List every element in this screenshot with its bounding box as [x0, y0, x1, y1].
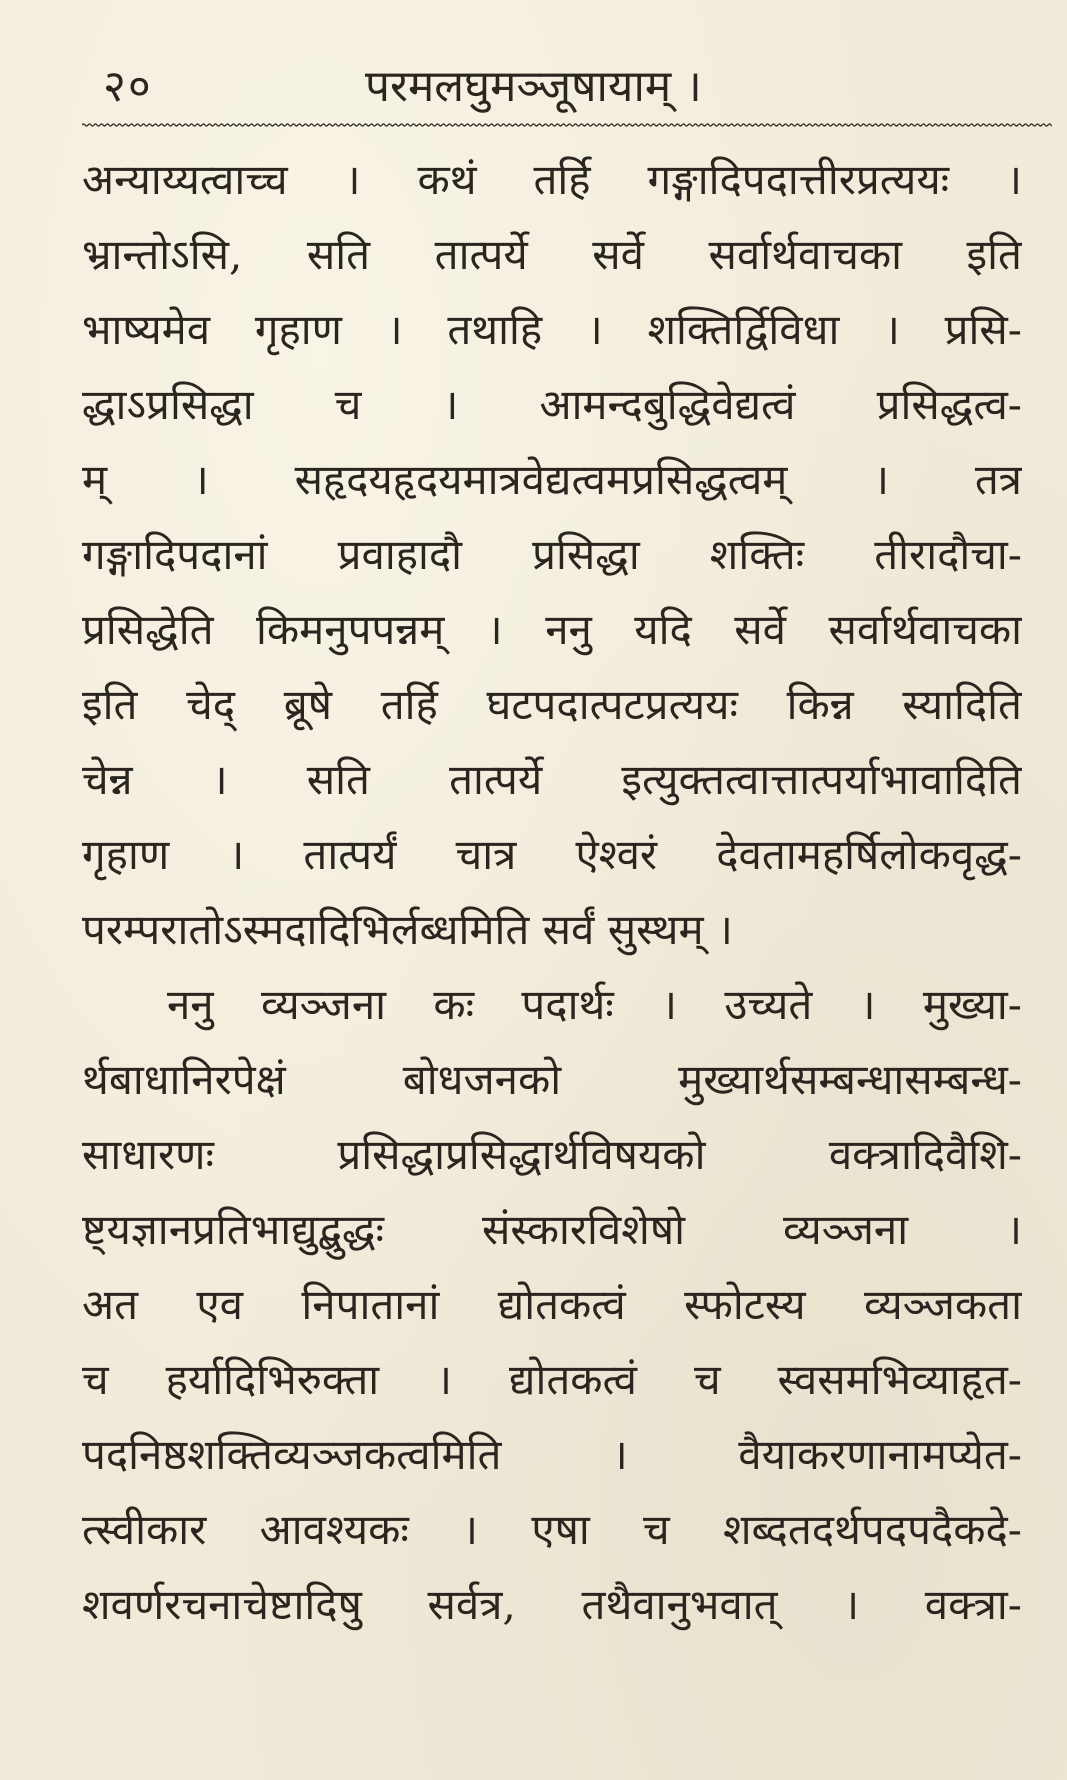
text-line: अत एव निपातानां द्योतकत्वं स्फोटस्य व्यञ्जकता [82, 1280, 1022, 1329]
page-number: २० [103, 61, 153, 112]
text-line: भाष्यमेव गृहाण । तथाहि । शक्तिर्द्विविधा । प्रसि- [82, 305, 1022, 354]
text-line: ननु व्यञ्जना कः पदार्थः । उच्यते । मुख्या- [167, 980, 1022, 1029]
text-line: इति चेद् ब्रूषे तर्हि घटपदात्पटप्रत्ययः किन्न स्यादिति [82, 680, 1022, 729]
text-line: द्धाऽप्रसिद्धा च । आमन्दबुद्धिवेद्यत्वं प्रसिद्धत्व- [82, 380, 1022, 429]
text-line: अन्याय्यत्वाच्च । कथं तर्हि गङ्गादिपदात्तीरप्रत्ययः । [82, 155, 1022, 204]
page-header [95, 48, 1025, 118]
text-line: त्स्वीकार आवश्यकः । एषा च शब्दतदर्थपदपदैकदे- [82, 1505, 1022, 1554]
text-line: प्रसिद्धेति किमनुपपन्नम् । ननु यदि सर्वे सर्वार्थवाचका [82, 605, 1022, 654]
text-line: र्थबाधानिरपेक्षं बोधजनको मुख्यार्थसम्बन्धासम्बन्ध- [82, 1055, 1022, 1104]
text-line: गृहाण । तात्पर्यं चात्र ऐश्वरं देवतामहर्षिलोकवृद्ध- [82, 830, 1022, 879]
text-line: शवर्णरचनाचेष्टादिषु सर्वत्र, तथैवानुभवात् । वक्त्रा- [82, 1580, 1022, 1629]
paragraph-1 [82, 142, 1022, 967]
running-title: परमलघुमञ्जूषायाम् । [365, 61, 702, 112]
text-body [82, 142, 1022, 1642]
text-line: च हर्यादिभिरुक्ता । द्योतकत्वं च स्वसमभिव्याहृत- [82, 1355, 1022, 1404]
paragraph-2 [82, 967, 1022, 1642]
text-line: म् । सहृदयहृदयमात्रवेद्यत्वमप्रसिद्धत्वम् । तत्र [82, 455, 1022, 504]
text-line: ष्ट्यज्ञानप्रतिभाद्युद्बुद्धः संस्कारविशेषो व्यञ्जना । [82, 1205, 1022, 1254]
text-line: चेन्न । सति तात्पर्ये इत्युक्तत्वात्तात्पर्याभावादिति [82, 755, 1022, 804]
text-line: भ्रान्तोऽसि, सति तात्पर्ये सर्वे सर्वार्थवाचका इति [82, 230, 1022, 279]
text-line: गङ्गादिपदानां प्रवाहादौ प्रसिद्धा शक्तिः तीरादौचा- [82, 530, 1022, 579]
text-line: साधारणः प्रसिद्धाप्रसिद्धार्थविषयको वक्त्रादिवैशि- [82, 1130, 1022, 1179]
header-wavy-rule [82, 120, 1052, 130]
text-line: परम्परातोऽस्मदादिभिर्लब्धमिति सर्वं सुस्थम् । [82, 905, 733, 954]
text-line: पदनिष्ठशक्तिव्यञ्जकत्वमिति । वैयाकरणानामप्येत- [82, 1430, 1022, 1479]
